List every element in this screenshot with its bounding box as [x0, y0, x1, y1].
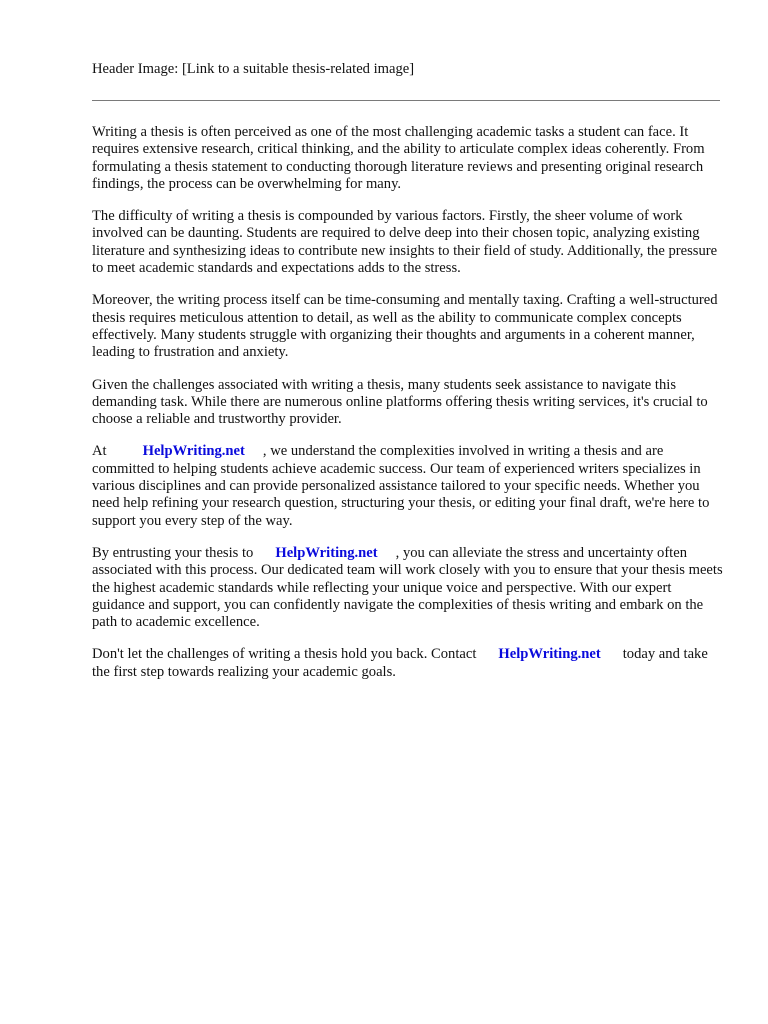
- helpwriting-link[interactable]: HelpWriting.net: [275, 544, 378, 561]
- paragraph-assistance: Given the challenges associated with writing a thesis, many students seek assistance to navigate this demanding task. While there are numerous online platforms offering thesis writing services, it's crucial to choose a reliable and trustworthy provider.: [92, 376, 708, 428]
- paragraph-writing-process: Moreover, the writing process itself can be time-consuming and mentally taxing. Crafting a well-structured thesis requires meticulous attention to detail, as well as the ability to communicate complex concepts effectively. Many students struggle with organizing their thoughts and arguments in a coherent manner, leading to frustration and anxiety.: [92, 292, 718, 361]
- helpwriting-link[interactable]: HelpWriting.net: [142, 443, 245, 460]
- paragraph-text-after: today and take the first step towards realizing your academic goals.: [92, 646, 708, 680]
- paragraph-difficulty: The difficulty of writing a thesis is compounded by various factors. Firstly, the sheer volume of work involved can be daunting. Students are required to delve deep into their chosen topic, analyzing existing literature and synthesizing ideas to contribute new insights to their field of study. Additionally, the pressure to meet academic standards and expectations adds to the stress.: [92, 208, 718, 277]
- paragraph-text-before: Don't let the challenges of writing a thesis hold you back. Contact: [92, 646, 477, 663]
- paragraph-intro: Writing a thesis is often perceived as one of the most challenging academic tasks a student can face. It requires extensive research, critical thinking, and the ability to articulate complex ideas coherently. From formulating a thesis statement to conducting thorough literature reviews and presenting original research findings, the process can be overwhelming for many.: [92, 124, 705, 192]
- paragraph-text-after: , we understand the complexities involved in writing a thesis and are committed to helping students achieve academic success. Our team of experienced writers specializes in various disciplines and can provide personalized assistance tailored to your specific needs. Whether you need help refining your research question, structuring your thesis, or editing your final draft, we're here to support you every step of the way.: [92, 443, 710, 529]
- paragraph-entrusting: [92, 545, 724, 631]
- paragraph-helpwriting-intro: [92, 443, 724, 529]
- paragraph-text-before: By entrusting your thesis to: [92, 544, 254, 561]
- paragraph-text-after: , you can alleviate the stress and uncertainty often associated with this process. Our dedicated team will work closely with you to ensure that your thesis meets the highest academic standards while reflecting your unique voice and perspective. With our expert guidance and support, you can confidently navigate the complexities of thesis writing and embark on the path to academic excellence.: [92, 544, 723, 631]
- paragraph-call-to-action: [92, 646, 724, 681]
- helpwriting-link[interactable]: HelpWriting.net: [498, 646, 601, 663]
- paragraph-text-before: At: [92, 443, 107, 460]
- horizontal-divider: [92, 100, 720, 101]
- document-body: [92, 124, 724, 696]
- header-image-placeholder: Header Image: [Link to a suitable thesis-related image]: [92, 61, 415, 77]
